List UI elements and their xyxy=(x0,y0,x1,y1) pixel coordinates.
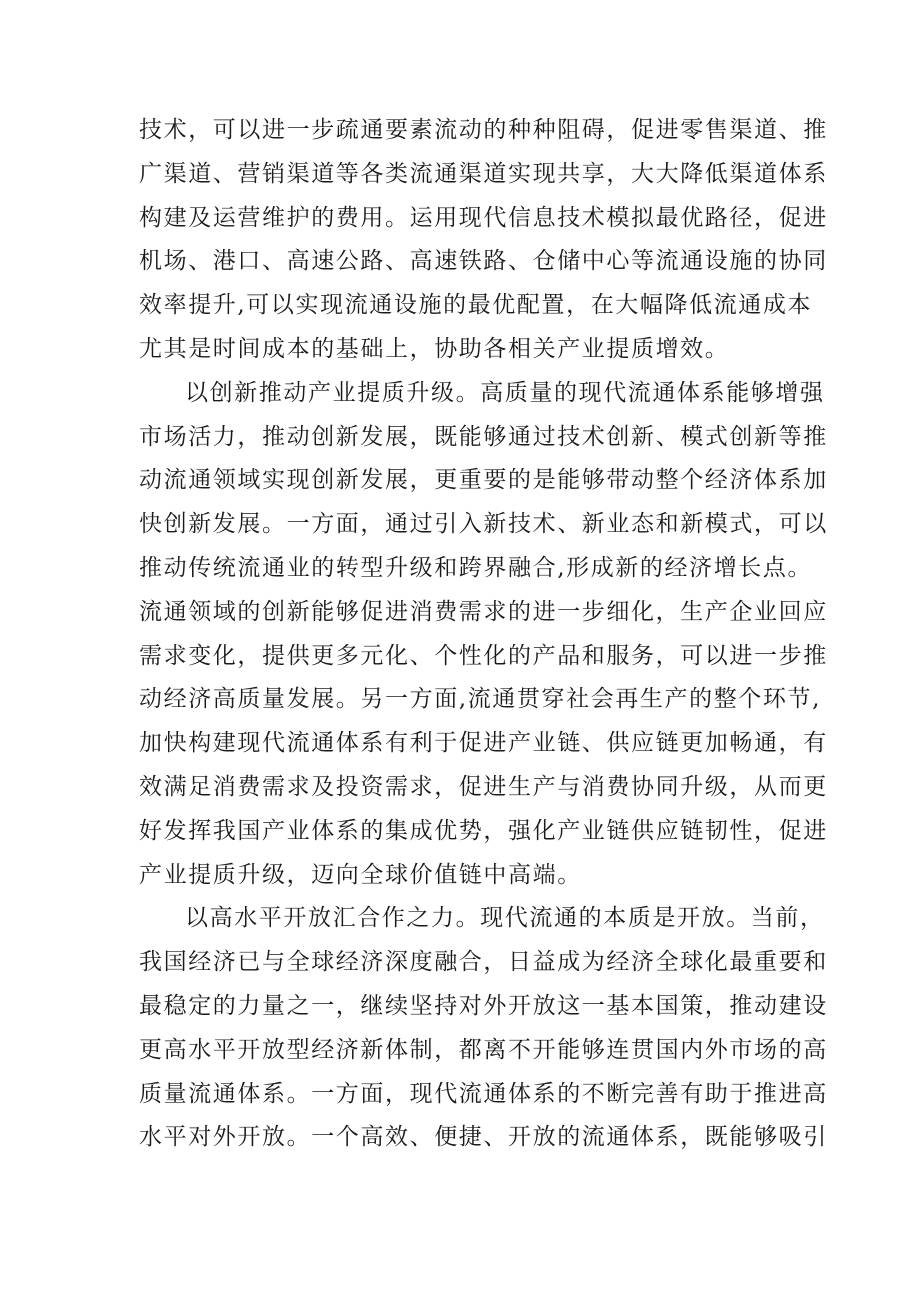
text-line: 最稳定的力量之一，继续坚持对外开放这一基本国策，推动建设 xyxy=(139,992,828,1019)
text-line: 动经济高质量发展。另一方面,流通贯穿社会再生产的整个环节, xyxy=(139,686,822,713)
text-line: 推动传统流通业的转型升级和跨界融合,形成新的经济增长点。 xyxy=(139,554,813,581)
text-line: 技术，可以进一步疏通要素流动的种种阻碍，促进零售渠道、推 xyxy=(139,117,828,143)
text-line: 尤其是时间成本的基础上，协助各相关产业提质增效。 xyxy=(139,335,730,362)
text-line: 流通领域的创新能够促进消费需求的进一步细化，生产企业回应 xyxy=(139,598,828,625)
body-text xyxy=(139,109,828,1160)
text-line: 我国经济已与全球经济深度融合，日益成为经济全球化最重要和 xyxy=(139,949,828,976)
text-line: 效满足消费需求及投资需求，促进生产与消费协同升级，从而更 xyxy=(139,773,828,800)
text-line: 产业提质升级，迈向全球价值链中高端。 xyxy=(139,861,582,888)
text-line: 广渠道、营销渠道等各类流通渠道实现共享，大大降低渠道体系 xyxy=(139,160,828,187)
text-line: 快创新发展。一方面，通过引入新技术、新业态和新模式，可以 xyxy=(139,511,828,538)
text-line: 更高水平开放型经济新体制，都离不开能够连贯国内外市场的高 xyxy=(139,1036,828,1063)
text-line: 加快构建现代流通体系有利于促进产业链、供应链更加畅通，有 xyxy=(139,730,828,757)
paragraph-first-line: 以创新推动产业提质升级。高质量的现代流通体系能够增强 xyxy=(185,379,825,406)
text-line: 动流通领域实现创新发展，更重要的是能够带动整个经济体系加 xyxy=(139,467,828,494)
text-line: 市场活力，推动创新发展，既能够通过技术创新、模式创新等推 xyxy=(139,423,828,450)
text-line: 质量流通体系。一方面，现代流通体系的不断完善有助于推进高 xyxy=(139,1080,828,1107)
text-line: 需求变化，提供更多元化、个性化的产品和服务，可以进一步推 xyxy=(139,642,828,669)
text-line: 好发挥我国产业体系的集成优势，强化产业链供应链韧性，促进 xyxy=(139,817,828,844)
paragraph-first-line: 以高水平开放汇合作之力。现代流通的本质是开放。当前， xyxy=(185,905,825,932)
text-line: 机场、港口、高速公路、高速铁路、仓储中心等流通设施的协同 xyxy=(139,248,828,275)
text-line: 构建及运营维护的费用。运用现代信息技术模拟最优路径，促进 xyxy=(139,204,828,231)
text-line: 效率提升,可以实现流通设施的最优配置，在大幅降低流通成本 xyxy=(139,292,813,319)
text-line: 水平对外开放。一个高效、便捷、开放的流通体系，既能够吸引 xyxy=(139,1124,828,1151)
